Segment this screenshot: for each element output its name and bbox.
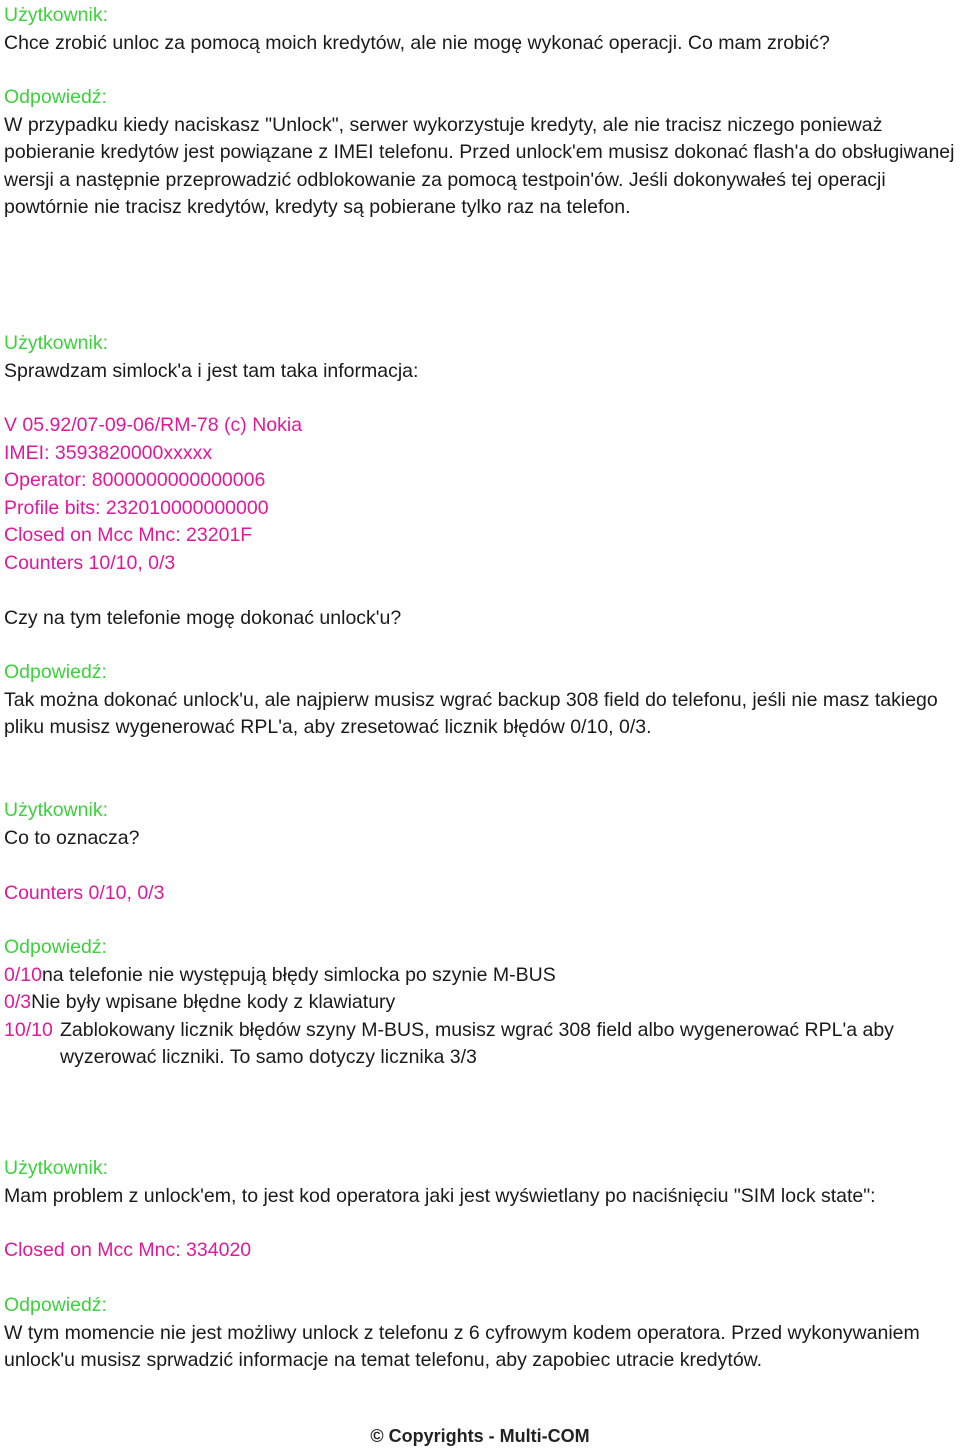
user-label: Użytkownik:: [4, 799, 109, 821]
question-1: [4, 2, 958, 57]
question-text: Sprawdzam simlock'a i jest tam taka informacja:: [4, 359, 419, 382]
user-label: Użytkownik:: [4, 4, 109, 26]
question-text: Mam problem z unlock'em, to jest kod operatora jaki jest wyświetlany po naciśnięciu "SIM lock state":: [4, 1184, 876, 1207]
answer-label: Odpowiedź:: [4, 661, 107, 683]
answer-text: W tym momencie nie jest możliwy unlock z telefonu z 6 cyfrowym kodem operatora. Przed wykonywaniem unlock'u musisz sprwadzić informacje na temat telefonu, aby zapobiec utracie kredytów.: [4, 1321, 920, 1371]
counters-info: [4, 880, 958, 908]
answer-label: Odpowiedź:: [4, 1294, 107, 1316]
answer-1: [4, 84, 958, 222]
info-line: Operator: 8000000000000006: [4, 469, 266, 491]
counter-key: 0/3: [4, 991, 32, 1013]
answer-2: [4, 659, 958, 742]
question-2: [4, 330, 958, 385]
info-line: Closed on Mcc Mnc: 334020: [4, 1239, 252, 1261]
question-2-followup: [4, 605, 958, 633]
info-line: Closed on Mcc Mnc: 23201F: [4, 524, 253, 546]
list-item: [4, 962, 958, 990]
question-text: Co to oznacza?: [4, 826, 140, 849]
counter-key: 10/10: [4, 1018, 53, 1041]
answer-text: W przypadku kiedy naciskasz "Unlock", serwer wykorzystuje kredyty, ale nie tracisz niczego ponieważ pobieranie kredytów jest powiązane z IMEI telefonu. Przed unlock'em musisz dokonać flash'a do obsługiwanej wersji a następnie przeprowadzić odblokowanie za pomocą testpoin'ów. Jeśli dokonywałeś tej operacji powtórnie nie tracisz kredytów, kredyty są pobierane tylko raz na telefon.: [4, 113, 955, 218]
info-line: V 05.92/07-09-06/RM-78 (c) Nokia: [4, 414, 303, 436]
answer-3: [4, 934, 958, 1072]
info-line: IMEI: 3593820000xxxxx: [4, 441, 213, 464]
list-item: [4, 1017, 958, 1072]
list-item: [4, 989, 958, 1017]
answer-4: [4, 1292, 958, 1375]
info-line: Counters 0/10, 0/3: [4, 882, 165, 904]
operator-info: [4, 1237, 958, 1265]
answer-label: Odpowiedź:: [4, 936, 107, 958]
question-text: Czy na tym telefonie mogę dokonać unlock'u?: [4, 607, 402, 629]
question-3: [4, 797, 958, 852]
answer-label: Odpowiedź:: [4, 86, 107, 108]
user-label: Użytkownik:: [4, 332, 109, 354]
info-line: Profile bits: 232010000000000: [4, 496, 269, 519]
counter-text: na telefonie nie występują błędy simlocka po szynie M-BUS: [41, 963, 556, 986]
simlock-info: [4, 412, 958, 577]
info-line: Counters 10/10, 0/3: [4, 551, 176, 574]
user-label: Użytkownik:: [4, 1157, 109, 1179]
question-text: Chce zrobić unloc za pomocą moich kredytów, ale nie mogę wykonać operacji. Co mam zrobić?: [4, 31, 830, 54]
counter-text: Zablokowany licznik błędów szyny M-BUS, musisz wgrać 308 field albo wygenerować RPL'a aby wyzerować liczniki. To samo dotyczy licznika 3/3: [60, 1018, 894, 1068]
counter-text: Nie były wpisane błędne kody z klawiatury: [31, 991, 396, 1013]
question-4: [4, 1155, 958, 1210]
copyright-footer: © Copyrights - Multi-COM: [370, 1426, 590, 1446]
answer-text: Tak można dokonać unlock'u, ale najpierw musisz wgrać backup 308 field do telefonu, jeśli nie masz takiego pliku musisz wygenerować RPL'a, aby zresetować licznik błędów 0/10, 0/3.: [4, 688, 938, 738]
counter-key: 0/10: [4, 963, 42, 986]
